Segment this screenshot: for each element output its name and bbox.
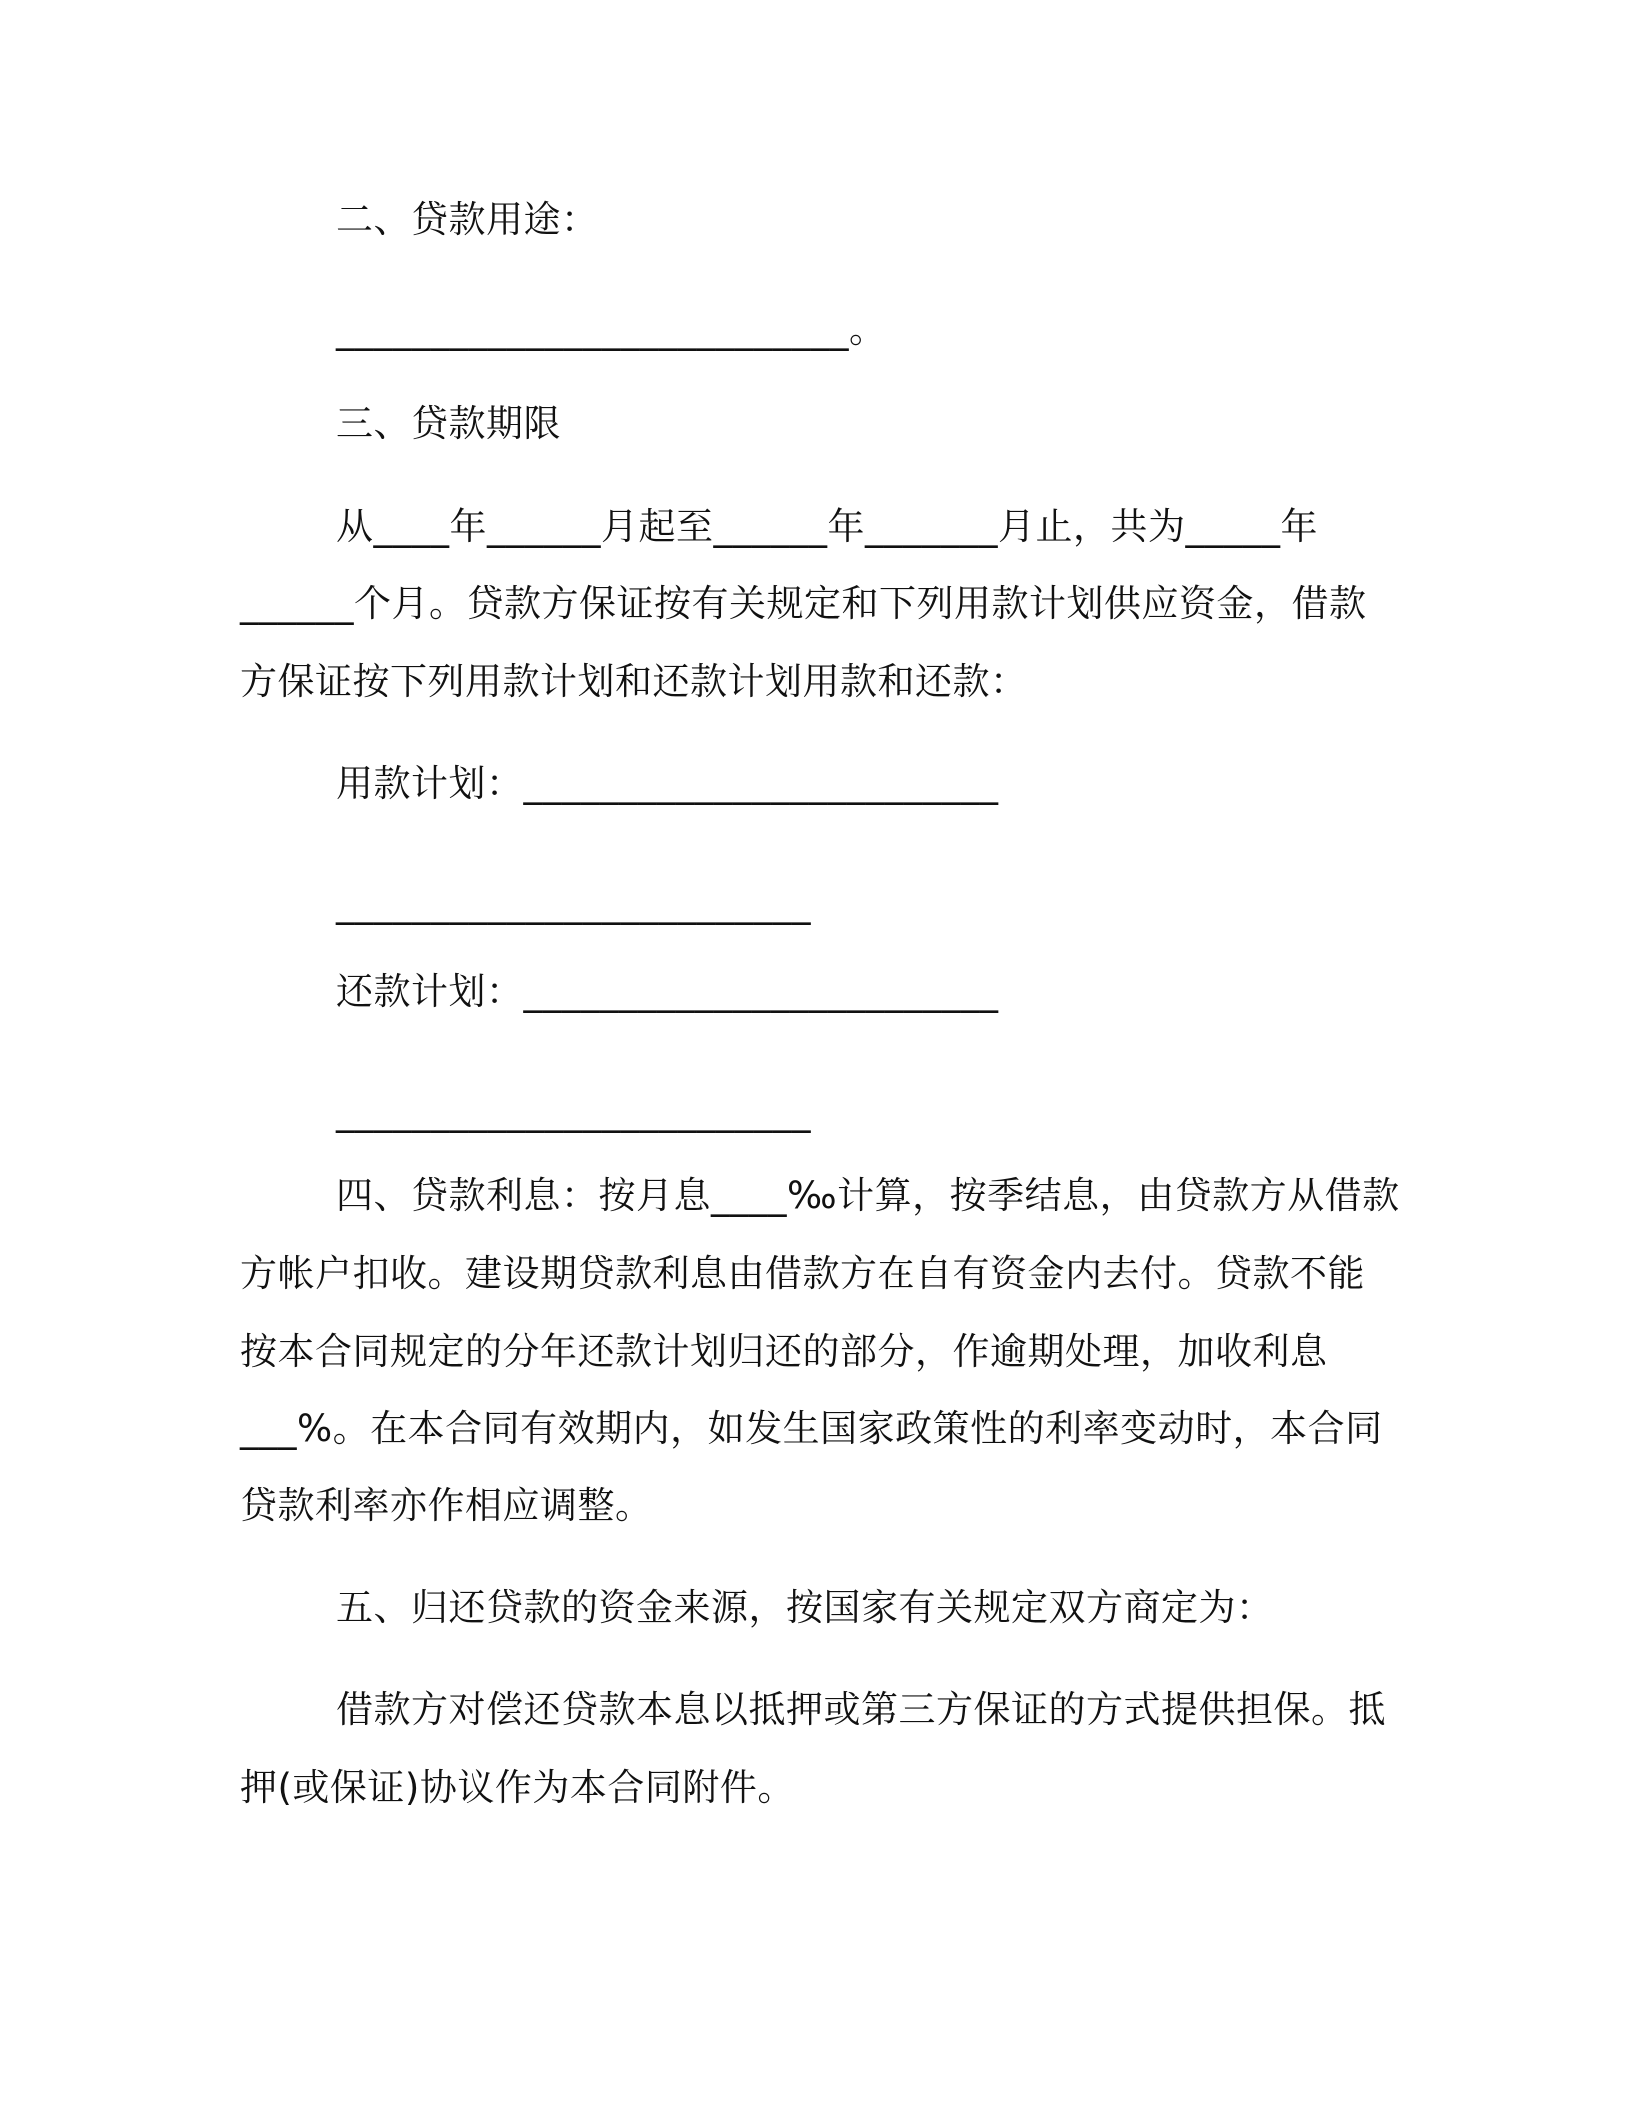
drawdown-plan-line: 用款计划：_________________________ <box>336 762 999 805</box>
section-4-line-5: 贷款利率亦作相应调整。 <box>240 1484 653 1527</box>
guarantee-line-1: 借款方对偿还贷款本息以抵押或第三方保证的方式提供担保。抵 <box>336 1688 1386 1731</box>
loan-purpose-blank: ___________________________。 <box>336 308 887 351</box>
repayment-plan-blank: _________________________ <box>336 1090 811 1133</box>
section-5-heading: 五、归还贷款的资金来源，按国家有关规定双方商定为： <box>336 1586 1274 1629</box>
repayment-plan-line: 还款计划：_________________________ <box>336 970 999 1013</box>
guarantee-line-2: 押(或保证)协议作为本合同附件。 <box>240 1766 795 1809</box>
loan-term-line-3: 方保证按下列用款计划和还款计划用款和还款： <box>240 660 1028 703</box>
section-4-line-3: 按本合同规定的分年还款计划归还的部分，作逾期处理，加收利息 <box>240 1330 1328 1373</box>
section-2-heading: 二、贷款用途： <box>336 198 599 241</box>
loan-term-line-2: ______个月。贷款方保证按有关规定和下列用款计划供应资金，借款 <box>240 582 1367 625</box>
section-4-line-2: 方帐户扣收。建设期贷款利息由借款方在自有资金内去付。贷款不能 <box>240 1252 1365 1295</box>
loan-term-line-1: 从____年______月起至______年_______月止，共为_____年 <box>336 505 1318 548</box>
section-4-line-4: ___%。在本合同有效期内，如发生国家政策性的利率变动时，本合同 <box>240 1407 1383 1450</box>
drawdown-plan-blank: _________________________ <box>336 882 811 925</box>
section-3-heading: 三、贷款期限 <box>336 402 561 445</box>
section-4-line-1: 四、贷款利息：按月息____‰计算，按季结息，由贷款方从借款 <box>336 1174 1400 1217</box>
